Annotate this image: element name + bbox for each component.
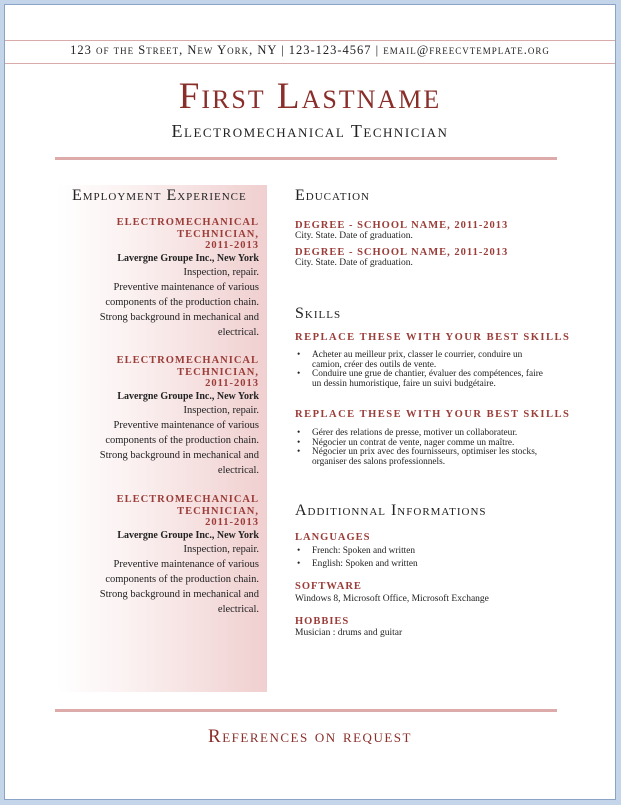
job-entry-company: Lavergne Groupe Inc., New York xyxy=(117,252,259,264)
resume-page xyxy=(4,4,616,800)
job-entry-line: Strong background in mechanical and xyxy=(99,588,259,600)
job-entry-title: ELECTROMECHANICAL xyxy=(116,494,259,505)
skills-list-item: • Acheter au meilleur prix, classer le courrier, conduire un camion, créer des outils de vente. xyxy=(295,351,545,370)
job-entry-title: TECHNICIAN, xyxy=(177,505,259,517)
languages-list xyxy=(295,545,545,570)
skills-list-item: • Conduire une grue de chantier, évaluer des compétences, faire un dessin humoristique, faire un suivi budgétaire. xyxy=(295,370,545,389)
job-entry-line: Preventive maintenance of various xyxy=(113,558,259,570)
job-entry-years: 2011-2013 xyxy=(205,240,259,251)
education-detail: City. State. Date of graduation. xyxy=(295,231,413,241)
job-entry-title: TECHNICIAN, xyxy=(177,366,259,378)
skills-group-title: REPLACE THESE WITH YOUR BEST SKILLS xyxy=(295,332,571,343)
skills-list-item: • Négocier un contrat de vente, nager comme un maître. xyxy=(295,439,545,449)
job-entry-title: ELECTROMECHANICAL xyxy=(116,355,259,366)
job-entry-line: electrical. xyxy=(217,603,259,615)
languages-title: LANGUAGES xyxy=(295,532,371,543)
header-top-rule xyxy=(5,40,615,41)
candidate-name: First Lastname xyxy=(178,76,442,117)
hobbies-value: Musician : drums and guitar xyxy=(295,628,403,638)
skills-list-item: • Négocier un prix avec des fournisseurs, optimiser les stocks, organiser des salons professionnels. xyxy=(295,448,545,467)
job-entry-1 xyxy=(57,217,259,340)
language-item: • English: Spoken and written xyxy=(295,558,545,571)
job-entry-line: Strong background in mechanical and xyxy=(99,449,259,461)
skills-list-2 xyxy=(295,429,545,467)
job-entry-line: Inspection, repair. xyxy=(183,404,259,416)
references-text: References on request xyxy=(208,726,412,747)
job-entry-company: Lavergne Groupe Inc., New York xyxy=(117,390,259,402)
hobbies-title: HOBBIES xyxy=(295,616,350,627)
header-bottom-rule xyxy=(5,63,615,64)
job-entry-2 xyxy=(57,355,259,478)
job-entry-line: components of the production chain. xyxy=(105,573,259,585)
employment-heading: Employment Experience xyxy=(72,187,247,204)
job-entry-company: Lavergne Groupe Inc., New York xyxy=(117,529,259,541)
education-degree: DEGREE - SCHOOL NAME, 2011-2013 xyxy=(295,220,509,231)
job-entry-line: electrical. xyxy=(217,464,259,476)
software-title: SOFTWARE xyxy=(295,581,362,592)
language-item: • French: Spoken and written xyxy=(295,545,545,558)
job-entry-line: Inspection, repair. xyxy=(183,266,259,278)
education-entry-1 xyxy=(295,220,595,241)
education-degree: DEGREE - SCHOOL NAME, 2011-2013 xyxy=(295,247,509,258)
job-title: Electromechanical Technician xyxy=(171,121,449,141)
footer-divider xyxy=(55,709,557,712)
job-entry-line: Preventive maintenance of various xyxy=(113,281,259,293)
job-entry-line: electrical. xyxy=(217,326,259,338)
education-detail: City. State. Date of graduation. xyxy=(295,258,413,268)
job-entry-line: Strong background in mechanical and xyxy=(99,311,259,323)
education-entry-2 xyxy=(295,247,595,268)
job-entry-line: components of the production chain. xyxy=(105,296,259,308)
contact-line: 123 of the Street, New York, NY | 123-123-4567 | email@freecvtemplate.org xyxy=(70,43,550,57)
skills-list-item: • Gérer des relations de presse, motiver un collaborateur. xyxy=(295,429,545,439)
job-entry-line: Preventive maintenance of various xyxy=(113,419,259,431)
software-value: Windows 8, Microsoft Office, Microsoft Exchange xyxy=(295,594,489,604)
skills-heading: Skills xyxy=(295,305,342,322)
job-entry-3 xyxy=(57,494,259,617)
additional-heading: Additionnal Informations xyxy=(295,502,487,519)
skills-group-title: REPLACE THESE WITH YOUR BEST SKILLS xyxy=(295,409,571,420)
job-entry-years: 2011-2013 xyxy=(205,517,259,528)
job-entry-line: Inspection, repair. xyxy=(183,543,259,555)
job-entry-title: ELECTROMECHANICAL xyxy=(116,217,259,228)
education-heading: Education xyxy=(295,187,370,204)
job-entry-line: components of the production chain. xyxy=(105,434,259,446)
job-entry-title: TECHNICIAN, xyxy=(177,228,259,240)
header-divider xyxy=(55,157,557,160)
skills-list-1 xyxy=(295,351,545,389)
job-entry-years: 2011-2013 xyxy=(205,378,259,389)
